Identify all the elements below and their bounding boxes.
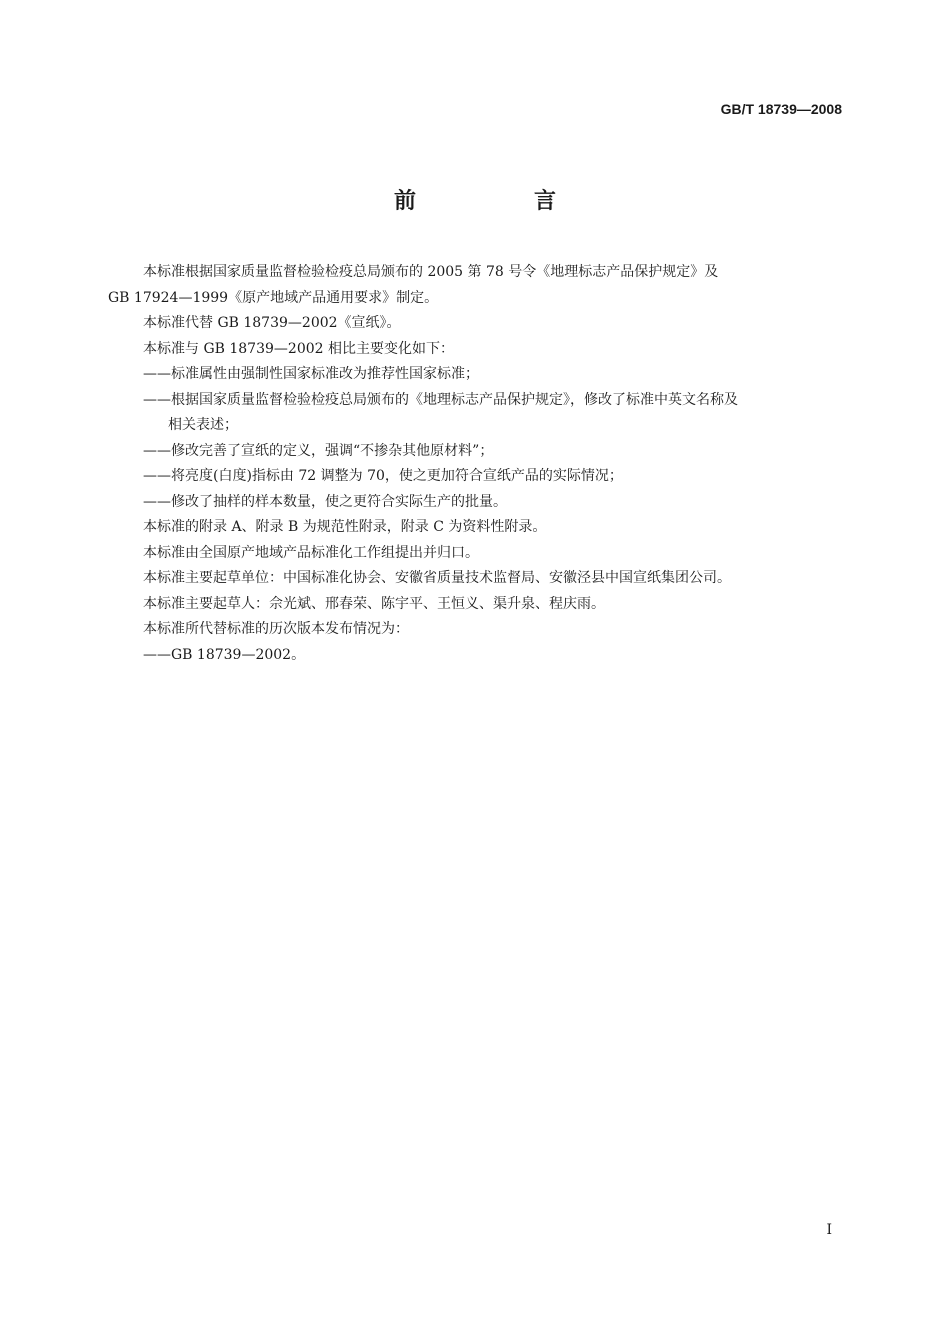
paragraph-history-intro: 本标准所代替标准的历次版本发布情况为： [143,621,409,637]
history-item-1: ——GB 18739—2002。 [143,646,306,663]
paragraph-basis-line2: GB 17924—1999《原产地域产品通用要求》制定。 [108,289,439,306]
change-item-5: ——修改了抽样的样本数量，使之更符合实际生产的批量。 [143,493,507,510]
paragraph-proposer: 本标准由全国原产地域产品标准化工作组提出并归口。 [143,544,479,561]
change-item-2-line1: ——根据国家质量监督检验检疫总局颁布的《地理标志产品保护规定》，修改了标准中英文名称及 [143,391,738,408]
change-item-3: ——修改完善了宣纸的定义，强调“不掺杂其他原材料”； [143,442,494,459]
paragraph-drafters: 本标准主要起草人：佘光斌、邢春荣、陈宇平、王恒义、渠升泉、程庆雨。 [143,595,605,612]
paragraph-basis-line1: 本标准根据国家质量监督检验检疫总局颁布的 2005 第 78 号令《地理标志产品保护规定》及 [143,264,719,280]
page-number: I [826,1222,832,1238]
foreword-body [108,260,843,668]
change-item-2-line2: 相关表述； [168,417,238,433]
paragraph-appendices: 本标准的附录 A、附录 B 为规范性附录，附录 C 为资料性附录。 [143,519,547,535]
change-item-1: ——标准属性由强制性国家标准改为推荐性国家标准； [143,366,479,382]
page-title: 前 言 [393,189,604,214]
change-item-4: ——将亮度(白度)指标由 72 调整为 70，使之更加符合宣纸产品的实际情况； [143,468,623,484]
paragraph-changes-intro: 本标准与 GB 18739—2002 相比主要变化如下： [143,340,454,357]
paragraph-replaces: 本标准代替 GB 18739—2002《宣纸》。 [143,315,401,331]
standard-code: GB/T 18739—2008 [720,101,842,117]
paragraph-drafting-units: 本标准主要起草单位：中国标准化协会、安徽省质量技术监督局、安徽泾县中国宣纸集团公司。 [143,570,731,586]
